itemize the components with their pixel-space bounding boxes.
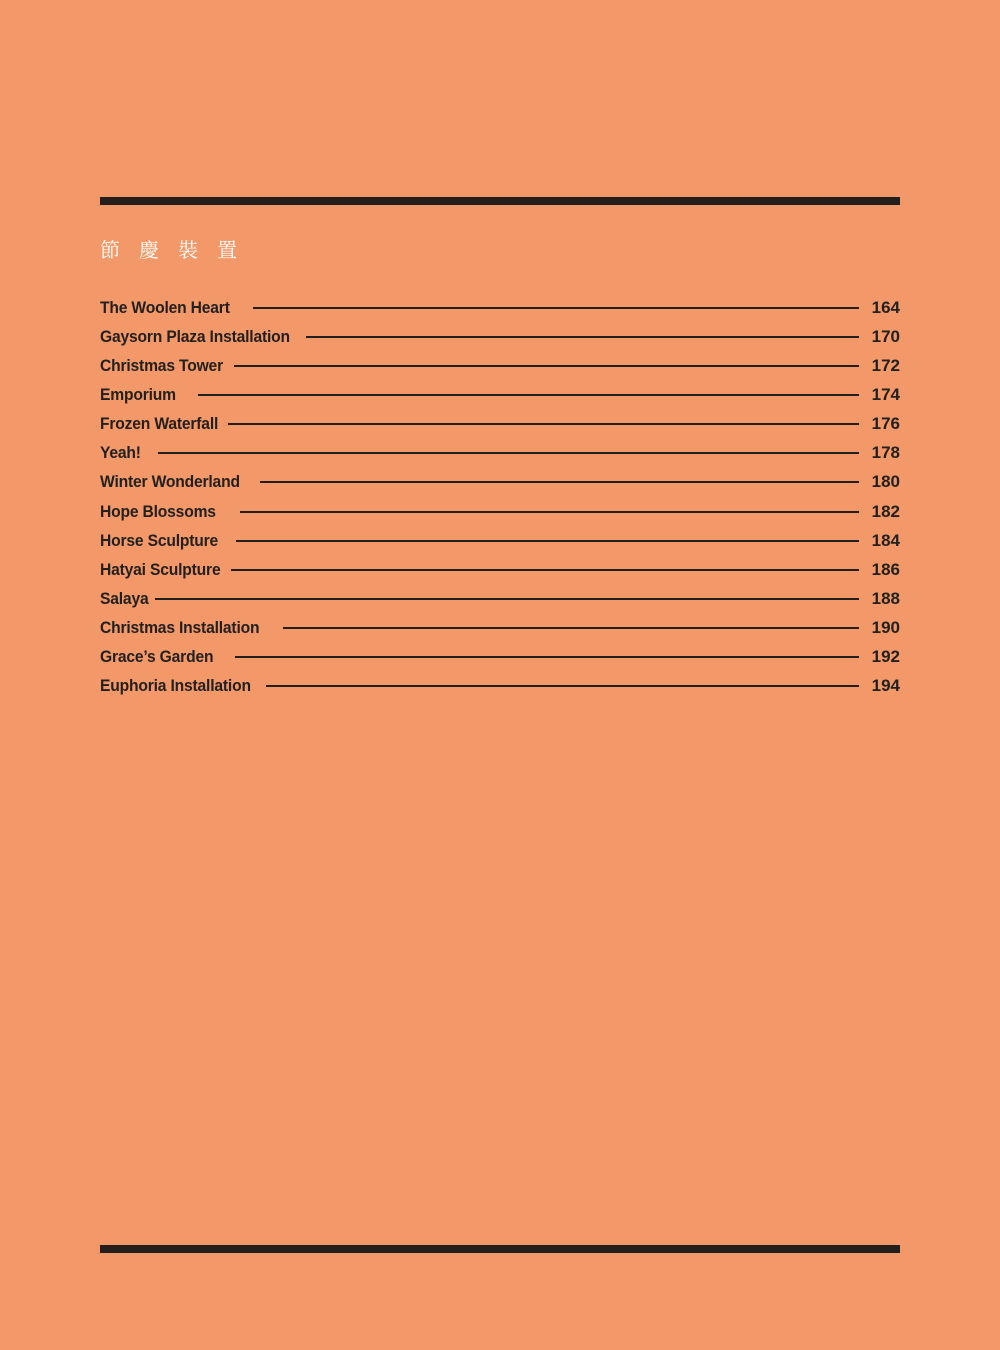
toc-entry-page: 184 <box>871 530 900 550</box>
toc-entry[interactable] <box>100 293 900 322</box>
toc-entry[interactable] <box>100 380 900 409</box>
toc-entry-page: 174 <box>871 384 900 404</box>
toc-leader-line <box>253 307 859 309</box>
toc-entry[interactable] <box>100 643 900 672</box>
toc-leader-line <box>228 423 859 425</box>
toc-entry-page: 188 <box>871 588 900 608</box>
toc-entry-page: 182 <box>871 501 900 521</box>
toc-leader-line <box>234 365 859 367</box>
toc-leader-line <box>260 481 859 483</box>
toc-entry-title: Emporium <box>100 384 176 404</box>
toc-leader-line <box>198 394 859 396</box>
toc-entry-page: 186 <box>871 559 900 579</box>
toc-entry-title: Gaysorn Plaza Installation <box>100 326 290 346</box>
toc-leader-line <box>306 336 859 338</box>
toc-entry-title: Euphoria Installation <box>100 676 251 696</box>
toc-entry-page: 164 <box>871 297 900 317</box>
toc-leader-line <box>155 598 859 600</box>
bottom-rule <box>100 1245 900 1253</box>
toc-leader-line <box>236 540 859 542</box>
toc-entry-page: 176 <box>871 414 900 434</box>
toc-leader-line <box>158 452 859 454</box>
toc-entry-title: Christmas Tower <box>100 355 223 375</box>
toc-entry[interactable] <box>100 439 900 468</box>
toc-entry-title: Christmas Installation <box>100 618 260 638</box>
toc-entry[interactable] <box>100 555 900 584</box>
toc-leader-line <box>266 685 859 687</box>
top-rule <box>100 197 900 205</box>
table-of-contents <box>100 293 900 701</box>
toc-entry-title: Winter Wonderland <box>100 472 240 492</box>
toc-entry[interactable] <box>100 672 900 701</box>
toc-entry-title: Frozen Waterfall <box>100 414 219 434</box>
toc-entry-title: Hope Blossoms <box>100 501 216 521</box>
toc-entry-title: The Woolen Heart <box>100 297 230 317</box>
toc-entry[interactable] <box>100 526 900 555</box>
toc-entry-page: 180 <box>871 472 900 492</box>
toc-entry-page: 190 <box>871 618 900 638</box>
section-title: 節慶裝置 <box>100 238 256 262</box>
toc-entry-title: Grace’s Garden <box>100 647 214 667</box>
toc-entry[interactable] <box>100 351 900 380</box>
toc-entry-page: 170 <box>871 326 900 346</box>
toc-leader-line <box>283 627 859 629</box>
toc-entry-page: 172 <box>871 355 900 375</box>
toc-entry[interactable] <box>100 410 900 439</box>
toc-entry[interactable] <box>100 584 900 613</box>
toc-entry-title: Horse Sculpture <box>100 530 219 550</box>
toc-entry-page: 178 <box>871 443 900 463</box>
toc-entry[interactable] <box>100 614 900 643</box>
toc-leader-line <box>231 569 859 571</box>
toc-leader-line <box>240 511 859 513</box>
toc-leader-line <box>235 656 859 658</box>
toc-entry-title: Yeah! <box>100 443 141 463</box>
toc-entry[interactable] <box>100 322 900 351</box>
toc-entry[interactable] <box>100 468 900 497</box>
toc-entry-title: Salaya <box>100 588 149 608</box>
toc-entry[interactable] <box>100 497 900 526</box>
toc-entry-page: 192 <box>871 647 900 667</box>
toc-entry-title: Hatyai Sculpture <box>100 559 221 579</box>
toc-entry-page: 194 <box>871 676 900 696</box>
